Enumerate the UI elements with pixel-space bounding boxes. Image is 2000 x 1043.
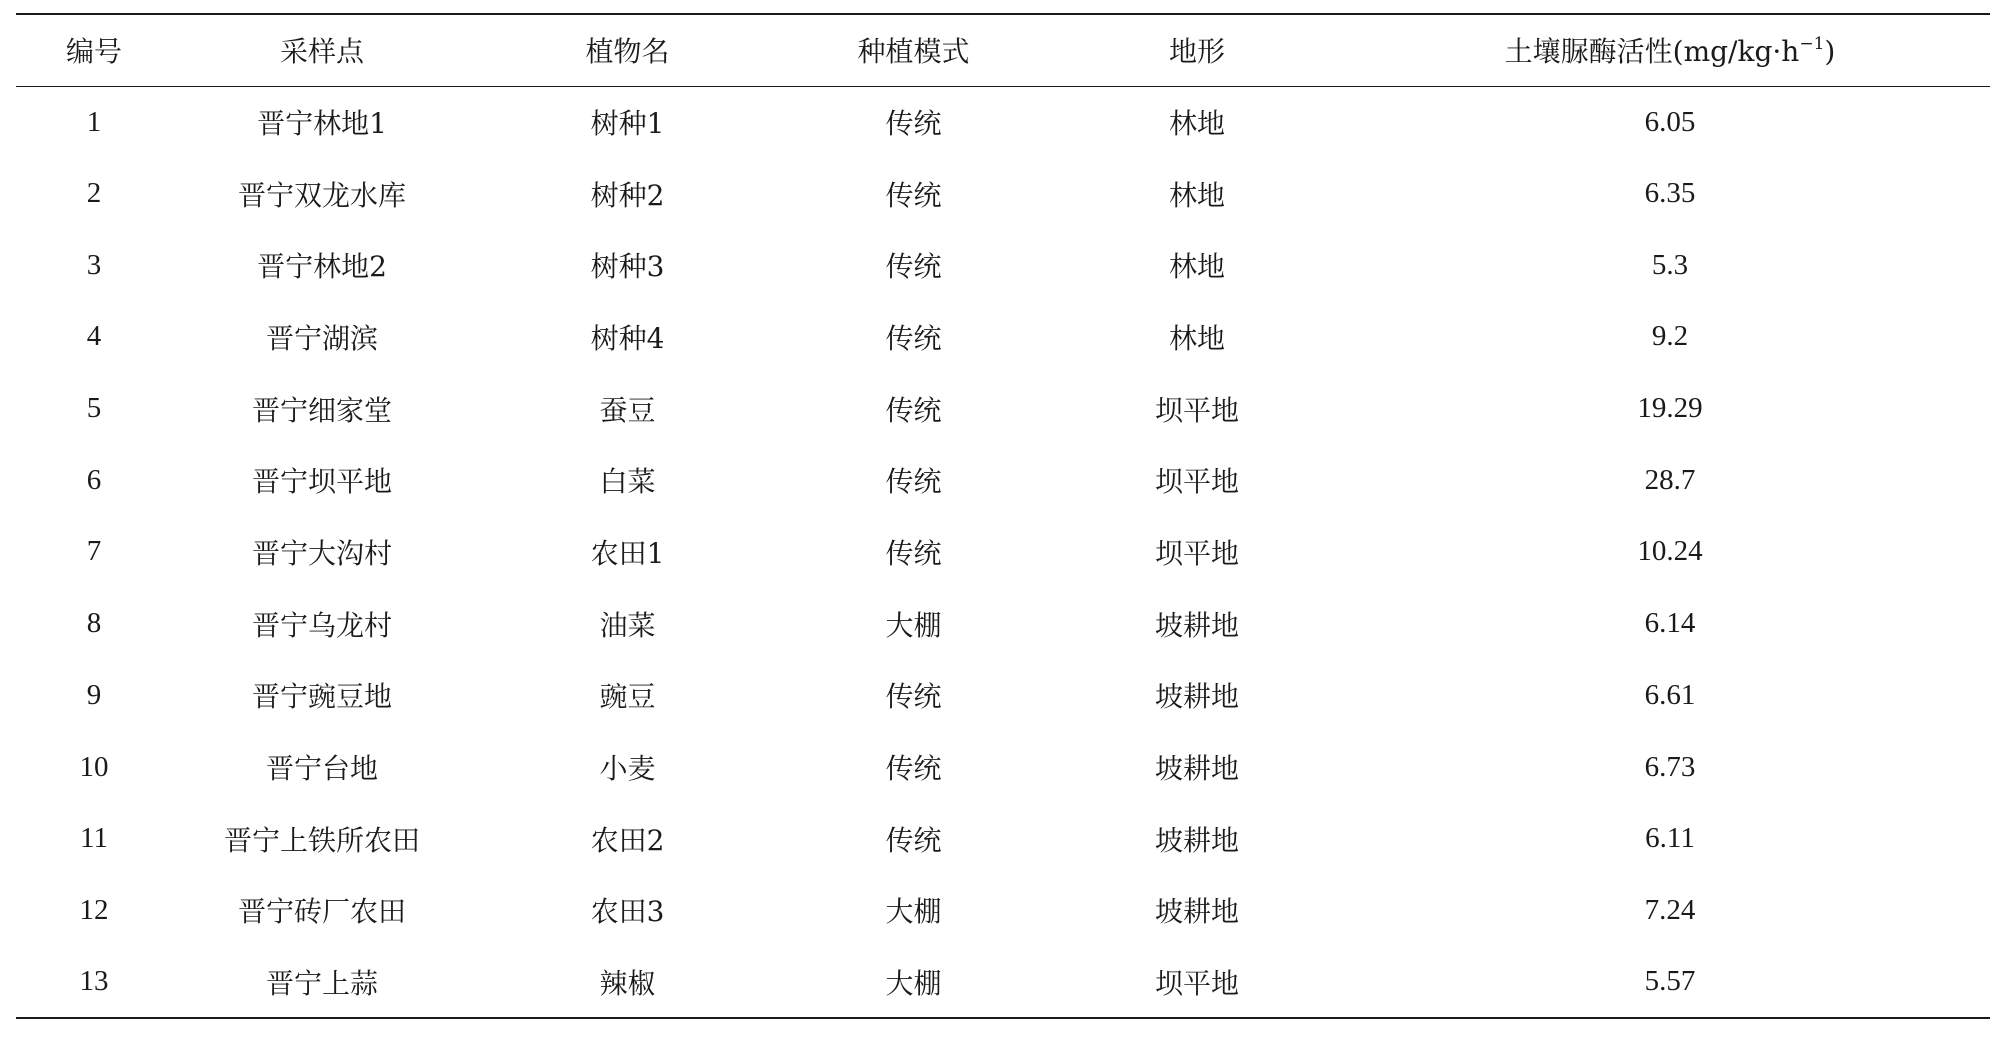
table-row [16, 301, 1990, 373]
header-row [16, 14, 1990, 86]
cell-terrain: 坡耕地 [1154, 752, 1239, 786]
cell-id: 10 [79, 750, 109, 783]
cell-site: 晋宁大沟村 [251, 536, 392, 570]
cell-mode: 传统 [885, 536, 942, 570]
cell-id: 7 [86, 535, 102, 568]
header-urease [1350, 14, 1990, 86]
cell-id: 13 [79, 965, 109, 998]
table-row [16, 516, 1990, 588]
cell-site: 晋宁细家堂 [251, 393, 392, 427]
cell-site: 晋宁林地1 [257, 107, 387, 141]
cell-mode: 传统 [885, 178, 942, 212]
cell-plant: 农田3 [590, 895, 665, 929]
cell-id: 11 [80, 822, 108, 855]
cell-site: 晋宁坝平地 [251, 465, 392, 499]
cell-mode: 传统 [885, 107, 942, 141]
cell-mode: 传统 [885, 393, 942, 427]
cell-urease: 10.24 [1637, 535, 1703, 568]
table-row [16, 444, 1990, 516]
cell-urease: 6.05 [1644, 105, 1696, 138]
cell-id: 1 [86, 105, 102, 138]
cell-urease: 6.35 [1644, 177, 1696, 210]
header-mode: 种植模式 [857, 35, 970, 69]
cell-terrain: 坡耕地 [1154, 680, 1239, 714]
cell-plant: 树种1 [590, 107, 665, 141]
cell-urease: 7.24 [1644, 893, 1696, 926]
table-row [16, 803, 1990, 875]
cell-id: 12 [79, 893, 109, 926]
cell-plant: 树种4 [590, 321, 665, 355]
cell-site: 晋宁上铁所农田 [223, 823, 420, 857]
cell-urease: 6.61 [1644, 678, 1696, 711]
cell-mode: 大棚 [885, 966, 942, 1000]
table-row [16, 946, 1990, 1018]
header-urease-text: 土壤脲酶活性(mg/kg·h [1504, 35, 1800, 69]
header-site: 采样点 [279, 35, 364, 69]
cell-plant: 辣椒 [599, 966, 656, 1000]
cell-site: 晋宁砖厂农田 [237, 895, 406, 929]
cell-urease: 9.2 [1651, 320, 1689, 353]
cell-urease: 6.11 [1645, 822, 1695, 855]
cell-mode: 大棚 [885, 895, 942, 929]
cell-terrain: 坝平地 [1154, 966, 1239, 1000]
cell-terrain: 坡耕地 [1154, 895, 1239, 929]
cell-terrain: 坝平地 [1154, 465, 1239, 499]
cell-plant: 白菜 [599, 465, 656, 499]
cell-id: 4 [86, 320, 102, 353]
cell-mode: 传统 [885, 752, 942, 786]
cell-plant: 豌豆 [599, 680, 656, 714]
cell-mode: 传统 [885, 465, 942, 499]
cell-urease: 5.57 [1644, 965, 1696, 998]
cell-urease: 6.14 [1644, 607, 1696, 640]
cell-id: 9 [86, 678, 102, 711]
cell-plant: 树种3 [590, 250, 665, 284]
cell-site: 晋宁乌龙村 [251, 608, 392, 642]
data-table-container [16, 13, 1990, 1019]
table-row [16, 660, 1990, 732]
cell-id: 5 [86, 392, 102, 425]
cell-site: 晋宁林地2 [257, 250, 387, 284]
cell-terrain: 林地 [1168, 321, 1225, 355]
cell-site: 晋宁上蒜 [265, 966, 378, 1000]
cell-terrain: 林地 [1168, 178, 1225, 212]
table-row [16, 86, 1990, 158]
cell-terrain: 坝平地 [1154, 536, 1239, 570]
table-row [16, 588, 1990, 660]
cell-mode: 传统 [885, 321, 942, 355]
cell-plant: 小麦 [599, 752, 656, 786]
cell-site: 晋宁双龙水库 [237, 178, 406, 212]
table-row [16, 229, 1990, 301]
cell-plant: 农田1 [590, 536, 665, 570]
table-row [16, 731, 1990, 803]
cell-id: 3 [86, 248, 102, 281]
cell-terrain: 坡耕地 [1154, 823, 1239, 857]
table-row [16, 875, 1990, 947]
cell-urease: 19.29 [1637, 392, 1703, 425]
cell-plant: 树种2 [590, 178, 665, 212]
cell-urease: 28.7 [1644, 463, 1696, 496]
cell-mode: 传统 [885, 250, 942, 284]
cell-terrain: 坡耕地 [1154, 608, 1239, 642]
cell-mode: 传统 [885, 680, 942, 714]
cell-terrain: 林地 [1168, 107, 1225, 141]
cell-site: 晋宁湖滨 [265, 321, 378, 355]
cell-site: 晋宁豌豆地 [251, 680, 392, 714]
cell-terrain: 坝平地 [1154, 393, 1239, 427]
header-urease-exponent: −1 [1799, 33, 1825, 54]
cell-id: 6 [86, 463, 102, 496]
cell-plant: 农田2 [590, 823, 665, 857]
cell-plant: 蚕豆 [599, 393, 656, 427]
cell-mode: 大棚 [885, 608, 942, 642]
cell-site: 晋宁台地 [265, 752, 378, 786]
header-id: 编号 [65, 35, 122, 69]
cell-id: 2 [86, 177, 102, 210]
cell-mode: 传统 [885, 823, 942, 857]
cell-urease: 5.3 [1651, 248, 1689, 281]
soil-urease-table [16, 13, 1990, 1019]
cell-plant: 油菜 [599, 608, 656, 642]
cell-urease: 6.73 [1644, 750, 1696, 783]
header-plant: 植物名 [585, 35, 670, 69]
header-terrain: 地形 [1168, 35, 1225, 69]
table-header [16, 14, 1990, 86]
cell-id: 8 [86, 607, 102, 640]
cell-terrain: 林地 [1168, 250, 1225, 284]
header-urease-close: ) [1824, 35, 1836, 69]
table-row [16, 158, 1990, 230]
table-row [16, 373, 1990, 445]
table-body [16, 86, 1990, 1018]
